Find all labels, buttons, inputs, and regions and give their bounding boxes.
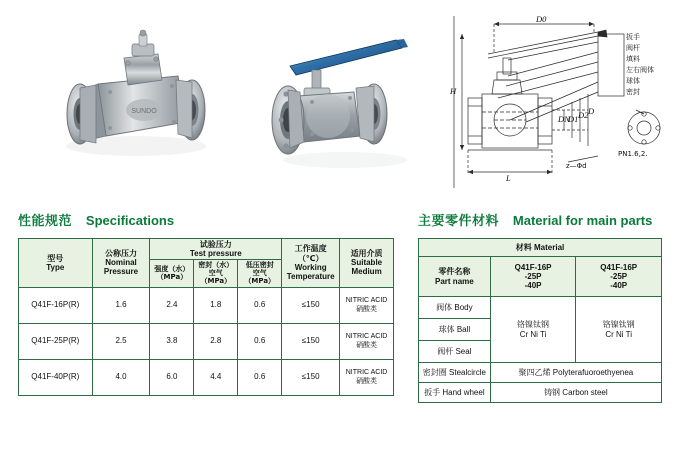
table-row bbox=[19, 359, 394, 395]
table-row bbox=[419, 363, 662, 383]
header-material-col2-line3: -40P bbox=[610, 281, 628, 291]
header-strength-unit: （MPa） bbox=[156, 273, 188, 282]
technical-drawing bbox=[448, 10, 672, 194]
cell-part-name bbox=[419, 297, 491, 319]
header-part-name-cn: 零件名称 bbox=[438, 267, 471, 277]
table-row bbox=[19, 287, 394, 323]
header-material-col1 bbox=[490, 257, 576, 297]
cell-part-name bbox=[419, 363, 491, 383]
drawing-label-h: H bbox=[450, 86, 457, 96]
cell-material-seal-cn: 聚四乙烯 bbox=[518, 367, 551, 377]
header-seal-water bbox=[194, 260, 238, 287]
header-strength bbox=[150, 260, 194, 287]
drawing-callout-0: 扳手 bbox=[626, 33, 640, 41]
cell-part-name-en: Stealcircle bbox=[449, 367, 486, 377]
table-row bbox=[419, 239, 662, 257]
header-test-pressure-en: Test pressure bbox=[189, 249, 242, 259]
header-material-col1-line3: -40P bbox=[524, 281, 542, 291]
cell-medium bbox=[340, 323, 394, 359]
drawing-callout-3: 左右阀体 bbox=[626, 66, 654, 74]
ball-valve-photo-center bbox=[250, 18, 430, 178]
cell-material-handwheel-en: Carbon steel bbox=[562, 387, 608, 397]
drawing-label-d1: D1 bbox=[568, 114, 579, 124]
cell-seal-water: 4.4 bbox=[194, 359, 238, 395]
table-row bbox=[419, 383, 662, 403]
cell-part-name-cn: 球体 bbox=[438, 324, 455, 334]
cell-nominal-pressure: 1.6 bbox=[92, 287, 150, 323]
cell-seal-water: 2.8 bbox=[194, 323, 238, 359]
cell-nominal-pressure: 4.0 bbox=[92, 359, 150, 395]
cell-part-name bbox=[419, 383, 491, 403]
header-suitable-medium-en: Suitable Medium bbox=[351, 258, 383, 277]
table-row bbox=[19, 323, 394, 359]
drawing-callout-2: 填料 bbox=[626, 55, 640, 63]
cell-material-col2-en: Cr Ni Ti bbox=[605, 329, 633, 339]
drawing-label-d: D bbox=[588, 106, 595, 116]
materials-table-body bbox=[419, 297, 662, 403]
cell-material-seal-en: Polyterafuoroethyenea bbox=[552, 367, 634, 377]
cell-medium-cn: 硝酸类 bbox=[356, 377, 378, 386]
cell-strength: 6.0 bbox=[150, 359, 194, 395]
header-material-col2-line1: Q41F-16P bbox=[600, 262, 638, 272]
header-low-seal bbox=[238, 260, 282, 287]
header-working-temperature bbox=[282, 239, 340, 288]
materials-table bbox=[418, 238, 662, 403]
product-images bbox=[0, 0, 680, 200]
cell-type: Q41F-16P(R) bbox=[19, 287, 93, 323]
header-type-en: Type bbox=[46, 262, 65, 272]
svg-text:SUNDO: SUNDO bbox=[131, 108, 157, 115]
header-strength-cn: 强度（水） bbox=[154, 265, 190, 274]
cell-medium-cn: 硝酸类 bbox=[356, 305, 378, 314]
specifications-table-header bbox=[19, 239, 394, 288]
cell-part-name-en: Ball bbox=[456, 324, 471, 334]
cell-type: Q41F-25P(R) bbox=[19, 323, 93, 359]
header-test-pressure bbox=[150, 239, 282, 260]
header-material-col1-line2: -25P bbox=[524, 271, 542, 281]
specifications-heading-en: Specifications bbox=[85, 213, 175, 228]
cell-working-temperature: ≤150 bbox=[282, 323, 340, 359]
cell-working-temperature: ≤150 bbox=[282, 287, 340, 323]
cell-medium-en: NITRIC ACID bbox=[345, 296, 388, 304]
cell-medium bbox=[340, 287, 394, 323]
drawing-callout-5: 密封 bbox=[626, 88, 640, 96]
header-nominal-pressure-en: Nominal Pressure bbox=[103, 258, 139, 277]
header-material-col2 bbox=[576, 257, 662, 297]
header-test-pressure-cn: 试验压力 bbox=[199, 240, 232, 249]
header-material-title bbox=[419, 239, 662, 257]
cell-part-name bbox=[419, 341, 491, 363]
cell-low-seal: 0.6 bbox=[238, 287, 282, 323]
table-row bbox=[19, 239, 394, 260]
materials-heading bbox=[418, 210, 652, 229]
header-working-temperature-cn: 工作温度（℃） bbox=[294, 244, 327, 263]
materials-heading-en: Material for main parts bbox=[512, 213, 653, 228]
cell-medium-cn: 硝酸类 bbox=[356, 341, 378, 350]
specifications-heading bbox=[18, 210, 174, 229]
cell-nominal-pressure: 2.5 bbox=[92, 323, 150, 359]
header-material-title-en: Material bbox=[534, 242, 565, 252]
cell-low-seal: 0.6 bbox=[238, 359, 282, 395]
header-nominal-pressure-cn: 公称压力 bbox=[105, 248, 137, 258]
cell-material-handwheel-cn: 铸钢 bbox=[544, 387, 561, 397]
cell-material-seal bbox=[490, 363, 661, 383]
header-seal-water-unit: 空气（MPa） bbox=[200, 269, 232, 286]
cell-part-name-cn: 阀杆 bbox=[437, 346, 454, 356]
cell-material-handwheel bbox=[490, 383, 661, 403]
header-low-seal-cn: 低压密封 bbox=[245, 261, 274, 270]
drawing-label-holes: z—Φd bbox=[566, 162, 587, 170]
cell-part-name-en: Seal bbox=[455, 346, 472, 356]
cell-material-col1-en: Cr Ni Ti bbox=[519, 329, 547, 339]
cell-low-seal: 0.6 bbox=[238, 323, 282, 359]
materials-heading-cn: 主要零件材料 bbox=[418, 214, 500, 229]
header-low-seal-unit: 空气（MPa） bbox=[244, 269, 276, 286]
cell-material-col2 bbox=[576, 297, 662, 363]
drawing-label-d0: D0 bbox=[536, 14, 547, 24]
drawing-callout-1: 阀杆 bbox=[626, 44, 640, 52]
drawing-label-l: L bbox=[506, 173, 511, 183]
header-nominal-pressure bbox=[92, 239, 150, 288]
header-part-name-en: Part name bbox=[435, 276, 474, 286]
cell-material-col1 bbox=[490, 297, 576, 363]
cell-medium bbox=[340, 359, 394, 395]
specifications-table bbox=[18, 238, 394, 396]
header-type-cn: 型号 bbox=[47, 253, 64, 263]
cell-working-temperature: ≤150 bbox=[282, 359, 340, 395]
drawing-label-dn: DN bbox=[558, 114, 570, 124]
materials-table-header bbox=[419, 239, 662, 297]
header-seal-water-cn: 密封（水） bbox=[198, 261, 234, 270]
cell-part-name-cn: 阀体 bbox=[436, 302, 453, 312]
cell-part-name bbox=[419, 319, 491, 341]
cell-seal-water: 1.8 bbox=[194, 287, 238, 323]
header-material-col2-line2: -25P bbox=[610, 271, 628, 281]
header-part-name bbox=[419, 257, 491, 297]
header-material-title-cn: 材料 bbox=[515, 242, 532, 252]
cell-strength: 3.8 bbox=[150, 323, 194, 359]
table-row bbox=[419, 297, 662, 319]
header-suitable-medium-cn: 适用介质 bbox=[350, 248, 383, 258]
cell-strength: 2.4 bbox=[150, 287, 194, 323]
ball-valve-photo-left bbox=[40, 18, 240, 178]
header-type bbox=[19, 239, 93, 288]
cell-part-name-cn: 扳手 bbox=[424, 387, 441, 397]
cell-medium-en: NITRIC ACID bbox=[345, 368, 388, 376]
table-row bbox=[419, 257, 662, 297]
header-working-temperature-en: Working Temperature bbox=[286, 262, 335, 281]
specifications-heading-cn: 性能规范 bbox=[18, 214, 73, 229]
drawing-label-d2: D2 bbox=[578, 110, 589, 120]
cell-part-name-en: Body bbox=[454, 302, 473, 312]
header-suitable-medium bbox=[340, 239, 394, 288]
cell-medium-en: NITRIC ACID bbox=[345, 332, 388, 340]
cell-material-col1-cn: 铬镍钛钢 bbox=[517, 320, 550, 330]
drawing-callout-4: 球体 bbox=[626, 77, 640, 85]
cell-material-col2-cn: 铬镍钛钢 bbox=[602, 320, 635, 330]
cell-part-name-cn: 密封圈 bbox=[422, 367, 447, 377]
cell-part-name-en: Hand wheel bbox=[442, 387, 485, 397]
header-material-col1-line1: Q41F-16P bbox=[514, 262, 552, 272]
drawing-label-pn: PN1.6,2. bbox=[618, 150, 648, 158]
specifications-table-body bbox=[19, 287, 394, 395]
cell-type: Q41F-40P(R) bbox=[19, 359, 93, 395]
